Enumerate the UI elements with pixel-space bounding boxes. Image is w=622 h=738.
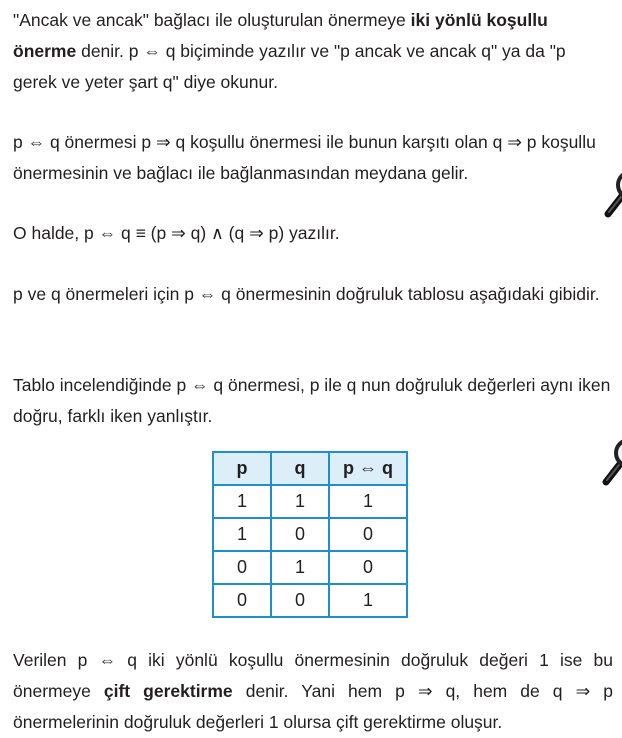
table-cell: 0 [329, 518, 407, 551]
table-cell: 0 [271, 518, 329, 551]
table-row [213, 518, 407, 551]
magnifier-icon [598, 436, 622, 486]
table-cell: 1 [271, 485, 329, 518]
header-cell-q: q [271, 452, 329, 485]
table-row [213, 485, 407, 518]
paragraph-equivalence: O halde, p ⇔ q ≡ (p ⇒ q) ∧ (q ⇒ p) yazılır. [13, 223, 340, 243]
table-cell: 0 [329, 551, 407, 584]
table-cell: 0 [271, 584, 329, 617]
paragraph-text: Verilen p ⇔ q iki yönlü koşullu önermesinin doğruluk değeri 1 ise bu önermeye [13, 650, 613, 701]
bold-term: çift gerektirme [103, 681, 233, 701]
truth-table [212, 451, 408, 618]
paragraph-text: denir. Yani hem p ⇒ q, hem de q ⇒ p önermelerinin doğruluk değerleri 1 olursa çift gerektirme oluşur. [13, 681, 614, 732]
magnifier-icon [600, 168, 622, 218]
paragraph-composition: p ⇔ q önermesi p ⇒ q koşullu önermesi ile bunun karşıtı olan q ⇒ p koşullu önermesinin ve bağlacı ile bağlanmasından meydana gelir. [13, 132, 596, 183]
paragraph-definition [13, 5, 613, 98]
bold-term: iki yönlü koşullu önerme [13, 10, 548, 61]
paragraph-text: "Ancak ve ancak" bağlacı ile oluşturulan önermeye [13, 10, 411, 30]
table-cell: 1 [271, 551, 329, 584]
paragraph-table-intro: p ve q önermeleri için p ⇔ q önermesinin doğruluk tablosu aşağıdaki gibidir. [13, 284, 600, 304]
header-cell-biconditional: p ⇔ q [329, 452, 407, 485]
table-cell: 1 [213, 485, 271, 518]
table-cell: 1 [329, 485, 407, 518]
table-cell: 0 [213, 551, 271, 584]
table-cell: 0 [213, 584, 271, 617]
header-cell-p: p [213, 452, 271, 485]
table-row [213, 551, 407, 584]
table-cell: 1 [329, 584, 407, 617]
truth-table-header-row [213, 452, 407, 485]
paragraph-double-implication [13, 645, 613, 738]
table-cell: 1 [213, 518, 271, 551]
table-row [213, 584, 407, 617]
paragraph-table-note: Tablo incelendiğinde p ⇔ q önermesi, p ile q nun doğruluk değerleri aynı iken doğru, farklı iken yanlıştır. [13, 375, 611, 426]
paragraph-text: denir. p ⇔ q biçiminde yazılır ve "p ancak ve ancak q" ya da "p gerek ve yeter şart q" diye okunur. [13, 41, 566, 92]
